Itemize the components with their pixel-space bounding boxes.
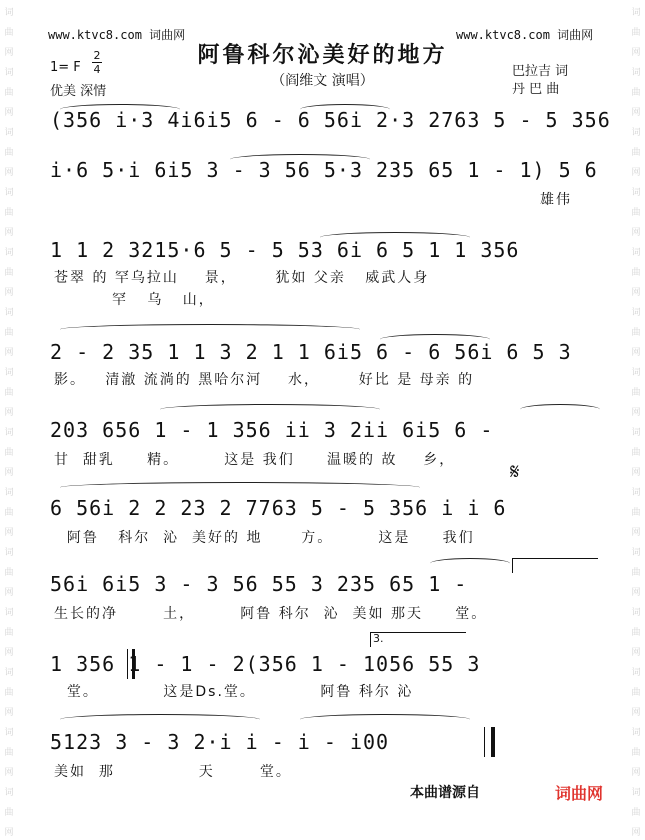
side-watermark-char: 曲	[631, 88, 641, 98]
side-watermark-char: 曲	[631, 808, 641, 818]
side-watermark-char: 网	[4, 468, 14, 478]
side-watermark-char: 词	[631, 668, 641, 678]
final-barline	[484, 727, 495, 757]
side-watermark-char: 网	[4, 348, 14, 358]
side-watermark-char: 曲	[631, 448, 641, 458]
site-watermark-left: www.ktvc8.com 词曲网	[48, 28, 186, 42]
side-watermark-char: 曲	[631, 508, 641, 518]
slur	[520, 404, 600, 415]
side-watermark-char: 词	[4, 428, 14, 438]
side-watermark-char: 网	[4, 228, 14, 238]
slur	[300, 714, 470, 725]
side-watermark-char: 词	[4, 188, 14, 198]
score-row-1: (356 i·3 4i6i5 6 - 6 56i 2·3 2763 5 - 5 356	[50, 108, 611, 132]
side-watermark-char: 网	[4, 588, 14, 598]
side-watermark-char: 词	[4, 308, 14, 318]
side-watermark-char: 网	[631, 528, 641, 538]
side-watermark-char: 曲	[4, 148, 14, 158]
slur	[230, 154, 370, 165]
composer: 丹 巴 曲	[512, 82, 560, 97]
side-watermark-char: 网	[631, 408, 641, 418]
side-watermark-char: 网	[631, 228, 641, 238]
score-row-6: 6 56i 2 2 23 2 7763 5 - 5 356 i i 6	[50, 496, 507, 520]
score-row-4: 2 - 2 35 1 1 3 2 1 1 6i5 6 - 6 56i 6 5 3	[50, 340, 572, 364]
side-watermark-char: 词	[631, 308, 641, 318]
slur	[430, 558, 510, 569]
side-watermark-char: 网	[631, 468, 641, 478]
side-watermark-char: 曲	[631, 388, 641, 398]
side-watermark-char: 曲	[4, 28, 14, 38]
side-watermark-char: 曲	[4, 448, 14, 458]
side-watermark-char: 曲	[4, 88, 14, 98]
score-row-2: i·6 5·i 6i5 3 - 3 56 5·3 235 65 1 - 1) 5 6	[50, 158, 598, 182]
side-watermark-char: 词	[631, 368, 641, 378]
lyric-line-4: 甘 甜乳 精。 这是 我们 温暖的 故 乡，	[54, 452, 456, 468]
slur	[60, 482, 420, 493]
side-watermark-char: 网	[4, 408, 14, 418]
lyric-line-3: 影。 清澈 流淌的 黑哈尔河 水， 好比 是 母亲 的	[54, 372, 475, 388]
side-watermark-char: 曲	[4, 388, 14, 398]
slur	[60, 104, 180, 115]
time-signature-bottom: 4	[93, 63, 101, 76]
side-watermark-char: 网	[4, 528, 14, 538]
side-watermark-char: 曲	[631, 568, 641, 578]
side-watermark-char: 曲	[4, 628, 14, 638]
side-watermark-char: 曲	[631, 148, 641, 158]
side-watermark-char: 曲	[4, 748, 14, 758]
side-watermark-char: 词	[4, 668, 14, 678]
side-watermark-char: 曲	[631, 688, 641, 698]
lyric-line-5: 阿鲁 科尔 沁 美好的 地 方。 这是 我们	[54, 530, 475, 546]
side-watermark-char: 曲	[631, 748, 641, 758]
lyricist: 巴拉吉 词	[512, 64, 569, 79]
side-watermark-char: 网	[631, 648, 641, 658]
side-watermark-char: 词	[631, 608, 641, 618]
side-watermark-char: 词	[631, 548, 641, 558]
song-title: 阿鲁科尔沁美好的地方	[197, 43, 448, 68]
slur	[380, 334, 490, 345]
side-watermark-char: 词	[4, 8, 14, 18]
lyric-line-7: 堂。 这是Ds.堂。 阿鲁 科尔 沁	[54, 684, 414, 700]
side-watermark-char: 词	[631, 128, 641, 138]
side-watermark-char: 曲	[4, 808, 14, 818]
side-watermark-char: 词	[631, 728, 641, 738]
first-ending-bracket	[512, 558, 598, 573]
side-watermark-char: 曲	[4, 688, 14, 698]
performer: （阎维文 演唱）	[271, 73, 374, 89]
slur	[320, 232, 470, 243]
side-watermark-char: 网	[631, 708, 641, 718]
expression-mark: 优美 深情	[50, 84, 107, 99]
side-watermark-char: 词	[4, 68, 14, 78]
time-signature	[92, 50, 102, 75]
repeat-barline	[127, 649, 135, 679]
side-watermark-char: 词	[4, 728, 14, 738]
side-watermark-char: 曲	[631, 208, 641, 218]
side-watermark-char: 网	[631, 168, 641, 178]
side-watermark-char: 曲	[4, 328, 14, 338]
side-watermark-char: 网	[4, 108, 14, 118]
score-row-7: 56i 6i5 3 - 3 56 55 3 235 65 1 -	[50, 572, 468, 596]
side-watermark-char: 网	[4, 708, 14, 718]
side-watermark-char: 曲	[4, 208, 14, 218]
lyric-line-1: 雄伟	[540, 192, 572, 208]
side-watermark-char: 网	[631, 108, 641, 118]
side-watermark-char: 词	[631, 8, 641, 18]
side-watermark-char: 网	[4, 168, 14, 178]
volta-mark: 3.	[373, 632, 384, 645]
side-watermark-char: 词	[4, 368, 14, 378]
side-watermark-char: 网	[4, 768, 14, 778]
lyric-line-2b: 罕 乌 山，	[54, 292, 215, 308]
site-watermark-right: www.ktvc8.com 词曲网	[456, 28, 594, 42]
side-watermark-char: 网	[4, 648, 14, 658]
side-watermark-char: 词	[631, 188, 641, 198]
volta-bracket	[370, 632, 466, 647]
score-row-9: 5123 3 - 3 2·i i - i - i00	[50, 730, 390, 754]
side-watermark-char: 网	[631, 48, 641, 58]
side-watermark-char: 词	[631, 428, 641, 438]
side-watermark-char: 网	[631, 828, 641, 838]
side-watermark-char: 词	[4, 248, 14, 258]
side-watermark-char: 曲	[631, 628, 641, 638]
side-watermark-char: 词	[631, 488, 641, 498]
side-watermark-char: 词	[4, 548, 14, 558]
side-watermark-char: 词	[631, 788, 641, 798]
slur	[60, 714, 260, 725]
side-watermark-char: 词	[631, 68, 641, 78]
side-watermark-char: 曲	[631, 268, 641, 278]
side-watermark-char: 词	[4, 608, 14, 618]
side-watermark-char: 网	[4, 48, 14, 58]
lyric-line-2a: 苍翠 的 罕乌拉山 景， 犹如 父亲 威武人身	[54, 270, 430, 286]
side-watermark-char: 网	[631, 768, 641, 778]
side-watermark-char: 曲	[631, 328, 641, 338]
segno-mark: 𝄋	[510, 460, 520, 485]
side-watermark-char: 词	[4, 788, 14, 798]
lyric-line-8: 美如 那 天 堂。	[54, 764, 292, 780]
side-watermark-char: 曲	[631, 28, 641, 38]
side-watermark-char: 词	[4, 488, 14, 498]
score-row-5: 203 656 1 - 1 356 ii 3 2ii 6i5 6 -	[50, 418, 494, 442]
score-row-8: 1 356 1 - 1 - 2(356 1 - 1056 55 3	[50, 652, 481, 676]
side-watermark-char: 词	[4, 128, 14, 138]
source-note: 本曲谱源自	[410, 785, 480, 801]
side-watermark-char: 网	[4, 288, 14, 298]
time-signature-top: 2	[93, 49, 101, 62]
brand-logo: 词曲网	[555, 784, 604, 803]
side-watermark-char: 词	[631, 248, 641, 258]
side-watermark-char: 曲	[4, 508, 14, 518]
score-row-3: 1 1 2 3215·6 5 - 5 53 6i 6 5 1 1 356	[50, 238, 520, 262]
slur	[160, 404, 380, 415]
side-watermark-char: 网	[631, 348, 641, 358]
side-watermark-char: 曲	[4, 568, 14, 578]
side-watermark-right	[628, 0, 644, 838]
side-watermark-char: 网	[631, 588, 641, 598]
side-watermark-char: 网	[4, 828, 14, 838]
side-watermark-left	[1, 0, 17, 838]
slur	[60, 324, 360, 335]
key-signature: 1= F	[50, 60, 81, 75]
lyric-line-6: 生长的净 土， 阿鲁 科尔 沁 美如 那天 堂。	[54, 606, 488, 622]
side-watermark-char: 曲	[4, 268, 14, 278]
slur	[300, 104, 390, 115]
side-watermark-char: 网	[631, 288, 641, 298]
